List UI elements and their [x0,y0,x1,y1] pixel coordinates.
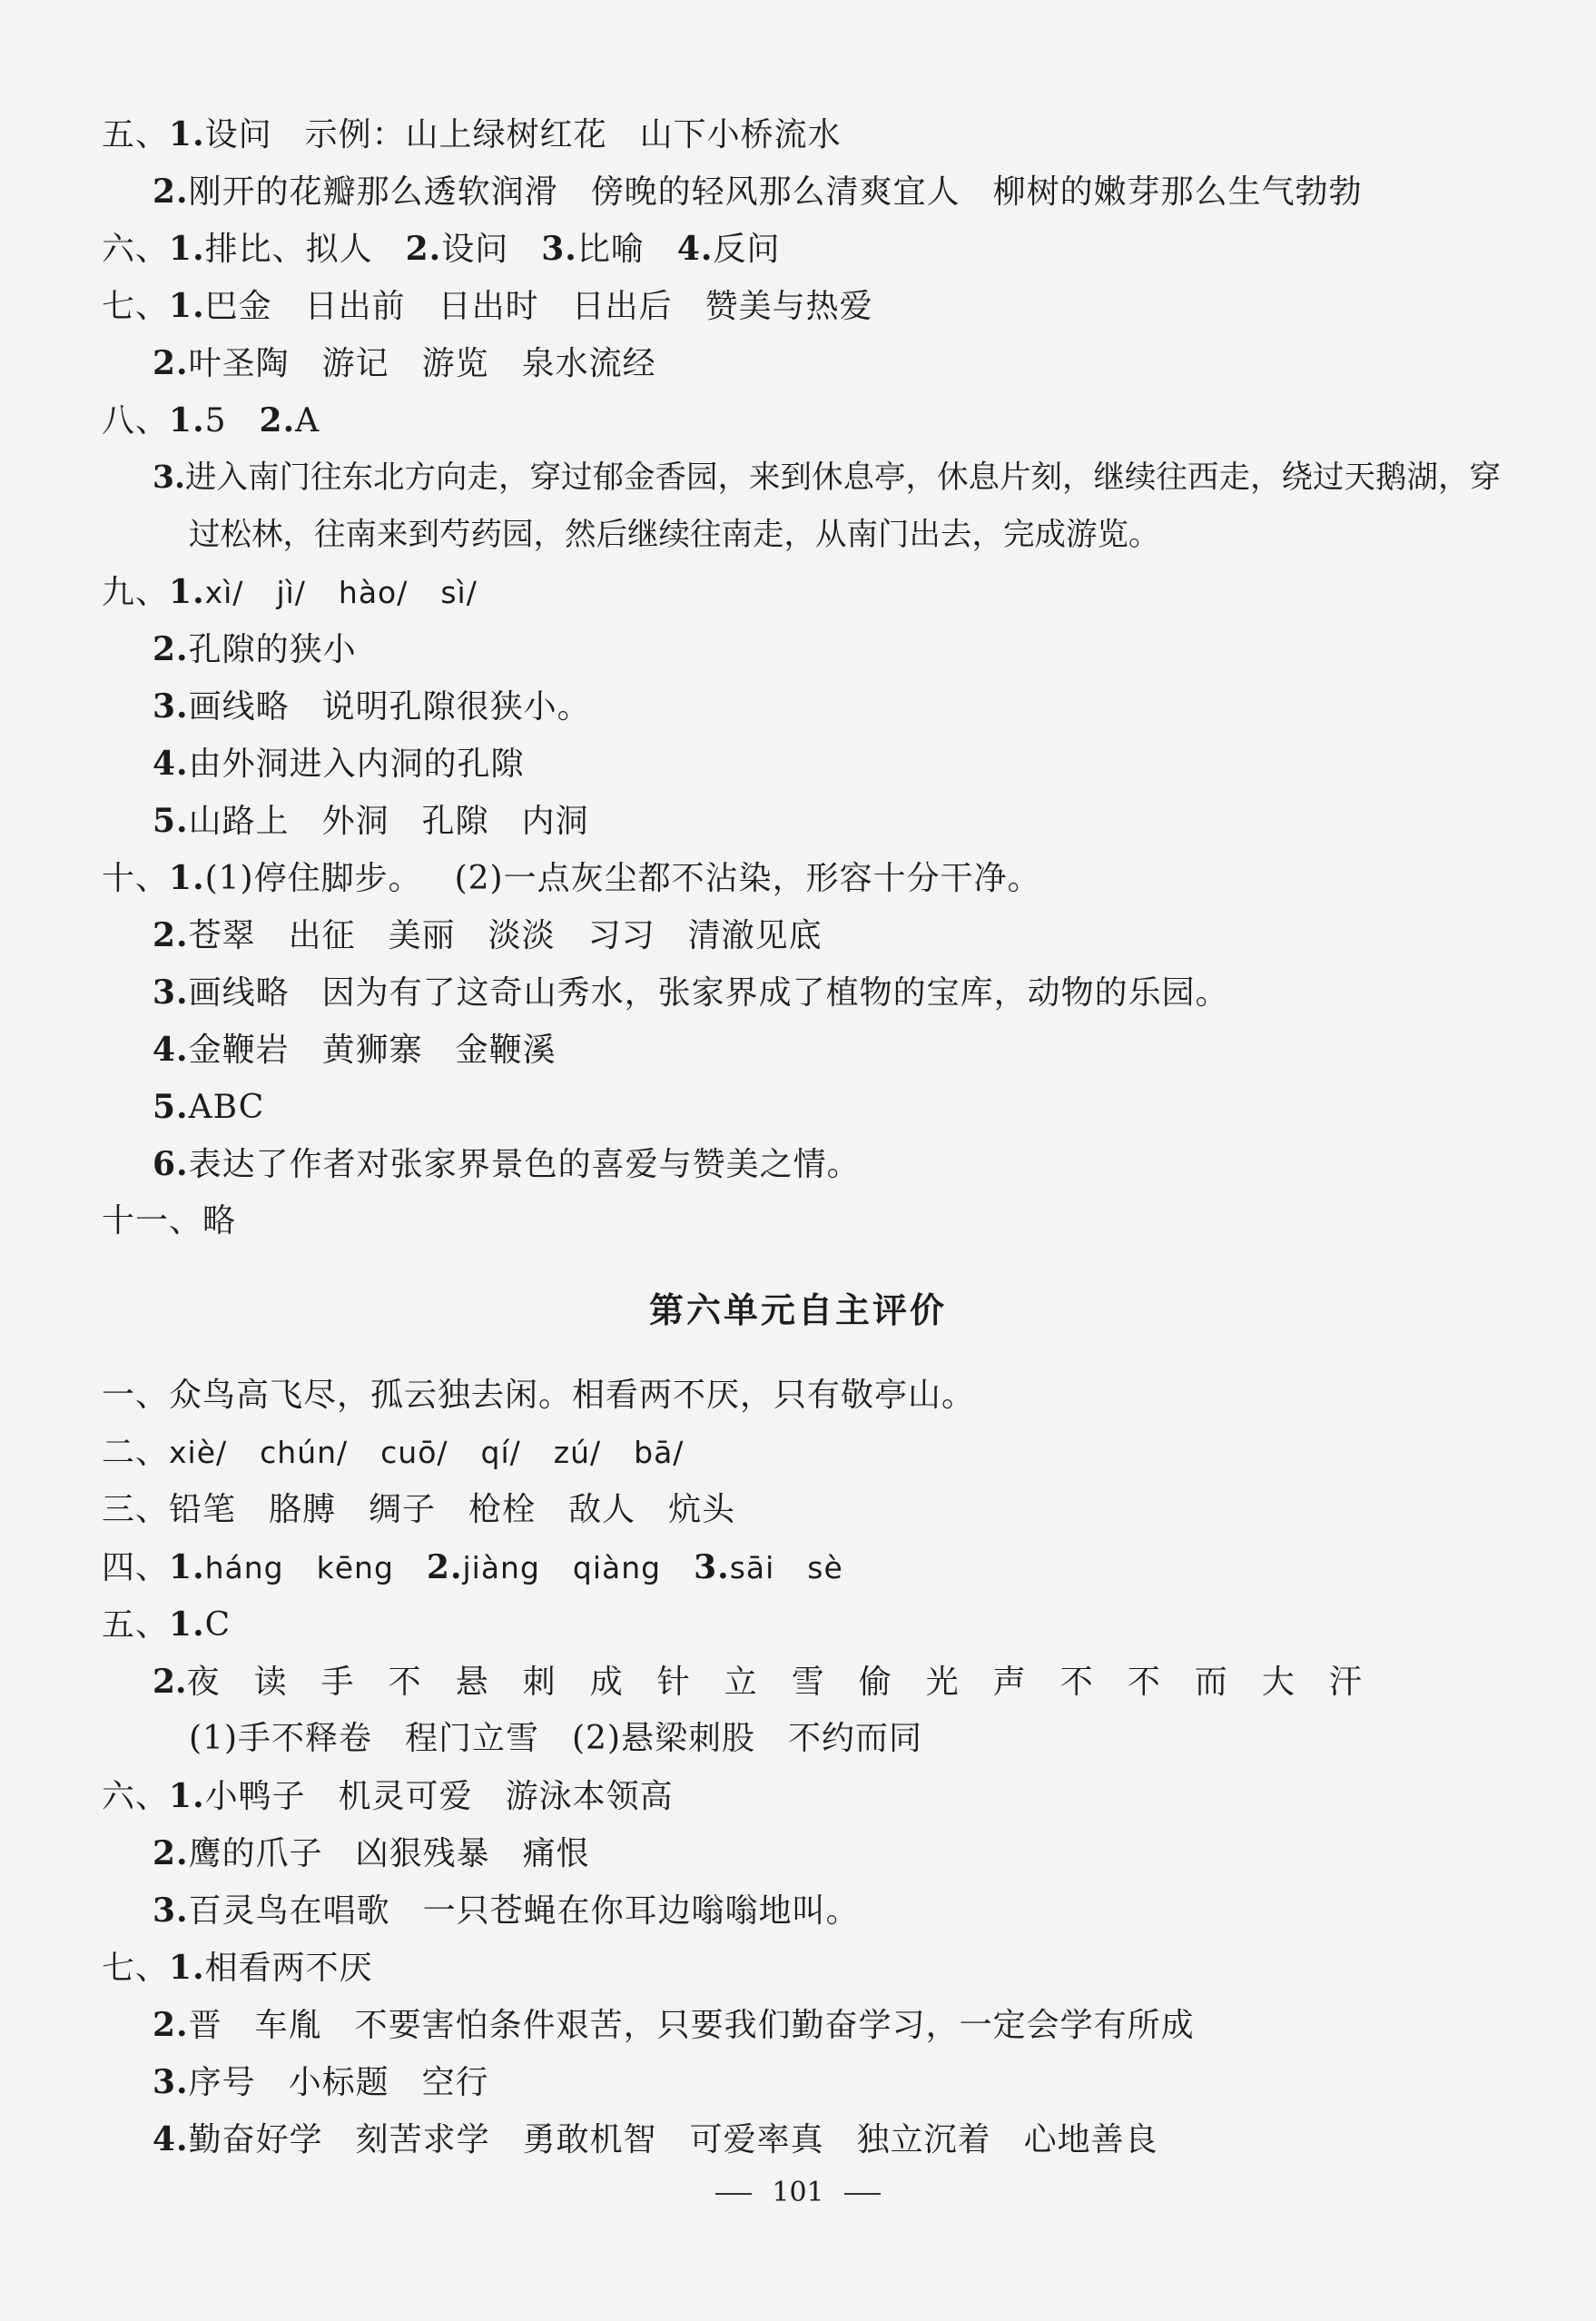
char-cell: 声 [992,1664,1026,1701]
unit-q5-line2 [153,1662,1362,1703]
item-number: 2. [259,401,296,440]
answer-text: 序号 [188,2064,256,2101]
sec5-line2 [153,172,1363,212]
sec8-line1 [102,400,320,441]
answer-text: 绸子 [369,1491,437,1528]
answer-text: 众鸟高飞尽，孤云独去闲。相看两不厌，只有敬亭山。 [169,1377,976,1414]
section-number: 四、 [102,1549,170,1586]
item-number: 2. [153,344,189,382]
answer-text: 表达了作者对张家界景色的喜爱与赞美之情。 [188,1146,861,1183]
char-cell: 悬 [455,1664,488,1701]
item-number: 1. [169,1548,205,1586]
answer-text: 刚开的花瓣那么透软润滑 [188,173,558,211]
char-cell: 夜 [186,1664,220,1701]
answer-text: 金鞭岩 [188,1032,290,1069]
pinyin-text: bā/ [634,1435,685,1470]
char-cell: 立 [724,1664,757,1701]
page-number-dash-left [715,2193,752,2195]
answer-text: 日出时 [438,288,539,325]
answer-text: 小鸭子 [204,1778,306,1815]
answer-text: 日出前 [304,288,406,325]
answer-text: 叶圣陶 [188,345,290,382]
section-number: 五、 [102,116,170,153]
section-number: 一、 [102,1377,170,1414]
pinyin-text: hào/ [338,575,409,610]
answer-text: 不约而同 [788,1720,923,1757]
item-number: 6. [153,1145,189,1183]
answer-text: 相看两不厌 [204,1950,373,1987]
answer-text: (1)停住脚步。 [204,860,422,897]
answer-text: 孔隙的狭小 [188,631,357,668]
unit-q4-line [102,1547,843,1588]
answer-text: 敌人 [568,1491,636,1528]
answer-text: 晋 [188,2007,222,2044]
answer-text: 枪栓 [468,1491,537,1528]
answer-text: 设问 [204,116,272,153]
answer-text: C [204,1606,232,1644]
sec9-line4 [153,744,525,785]
sec9-line5 [153,801,589,842]
answer-text: 小标题 [288,2064,389,2101]
answer-text: 外洞 [321,803,389,840]
item-number: 2. [405,230,442,268]
pinyin-text: sè [807,1550,843,1585]
page-number-dash-right [844,2193,881,2195]
answer-text: 游览 [421,345,489,382]
answer-text: 孔隙 [421,803,489,840]
sec8-line3 [189,515,1160,555]
item-number: 4. [153,1031,189,1069]
answer-text: 心地善良 [1023,2121,1158,2158]
item-number: 1. [169,1777,205,1815]
section-number: 十一、 [102,1202,203,1240]
item-number: 1. [169,115,205,153]
answer-text: (1)手不释卷 [189,1720,372,1757]
item-number: 2. [426,1548,463,1586]
pinyin-text: kēng [316,1550,394,1585]
answer-text: 出征 [288,917,356,954]
answer-text: 苍翠 [188,917,256,954]
item-number: 3. [153,459,186,496]
unit-q6-line1 [102,1776,674,1817]
item-number: 3. [694,1548,730,1586]
answer-text: 独立沉着 [856,2121,991,2158]
answer-text: 说明孔隙很狭小。 [321,688,591,726]
unit-title: 第六单元自主评价 [648,1290,947,1330]
sec10-line6 [153,1144,861,1185]
char-cell: 大 [1261,1664,1295,1701]
answer-text: 黄狮寨 [321,1032,423,1069]
section-number: 六、 [102,1778,170,1815]
item-number: 2. [153,630,189,668]
section-number: 十、 [102,860,170,897]
char-cell: 偷 [858,1664,892,1701]
sec9-line1 [102,572,478,613]
answer-text: 刻苦求学 [355,2121,490,2158]
item-number: 1. [169,1949,205,1987]
section-number: 五、 [102,1606,170,1644]
answer-text: (2)悬梁刺股 [572,1720,756,1757]
char-cell: 刺 [522,1664,556,1701]
answer-text: 百灵鸟在唱歌 [188,1892,390,1930]
answer-text: 痛恨 [522,1835,590,1872]
answer-text: 胳膊 [269,1491,337,1528]
answer-text: 一只苍蝇在你耳边嗡嗡地叫。 [422,1892,860,1930]
sec7-line1 [102,286,873,327]
pinyin-text: xiè/ [169,1435,228,1470]
item-number: 1. [169,230,205,268]
answer-text: 游泳本领高 [505,1778,674,1815]
item-number: 1. [169,401,205,440]
sec9-line3 [153,686,591,727]
answer-text: 日出后 [571,288,673,325]
answer-text: (2)一点灰尘都不沾染，形容十分干净。 [454,860,1041,897]
unit-q7-line2 [153,2005,1195,2046]
answer-text: 车胤 [254,2007,322,2044]
sec10-line4 [153,1030,557,1071]
section-number: 六、 [102,231,170,268]
answer-text: 游记 [321,345,389,382]
answer-text: 空行 [421,2064,489,2101]
answer-text: 由外洞进入内洞的孔隙 [188,746,525,783]
page-number [0,2175,1596,2211]
sec10-line2 [153,915,823,956]
char-cell: 成 [589,1664,623,1701]
section-number: 七、 [102,1950,170,1987]
page-number-text: 101 [772,2177,824,2208]
answer-text: 不要害怕条件艰苦，只要我们勤奋学习，一定会学有所成 [354,2007,1195,2044]
answer-text: 画线略 [188,974,290,1012]
answer-text: 5 [204,402,227,440]
item-number: 3. [153,2063,189,2101]
char-cell: 手 [320,1664,354,1701]
unit-q7-line1 [102,1948,373,1989]
item-number: 2. [153,916,189,954]
unit-q6-line2 [153,1833,590,1874]
answer-text: 内洞 [521,803,589,840]
sec11-line [102,1201,236,1241]
answer-text: 赞美与热爱 [704,288,873,325]
answer-text: 勇敢机智 [522,2121,657,2158]
item-number: 1. [169,287,205,325]
char-cell: 光 [925,1664,959,1701]
unit-q6-line3 [153,1891,860,1931]
item-number: 4. [676,230,714,268]
answer-text: 进入南门往东北方向走，穿过郁金香园，来到休息亭，休息片刻，继续往西走，绕过天鹅湖，穿 [185,459,1502,496]
unit-q7-line3 [153,2062,489,2103]
answer-text: 示例：山上绿树红花 [304,116,607,153]
answer-text: 清澈见底 [687,917,823,954]
item-number: 1. [169,573,205,611]
answer-text: 设问 [441,231,509,268]
answer-text: 淡淡 [488,917,556,954]
unit-q7-line4 [153,2119,1158,2160]
sec10-line1 [102,858,1041,899]
pinyin-text: cuō/ [380,1435,448,1470]
unit-q5-line3 [189,1719,922,1759]
char-cell: 汗 [1328,1664,1362,1701]
sec5-line1 [102,114,842,155]
pinyin-text: jì/ [276,575,306,610]
sec8-line2 [153,458,1501,498]
char-cell: 而 [1194,1664,1227,1701]
answer-text: 金鞭溪 [455,1032,557,1069]
section-number: 八、 [102,402,170,440]
item-number: 1. [169,1605,205,1644]
answer-text: 因为有了这奇山秀水，张家界成了植物的宝库，动物的乐园。 [321,974,1229,1012]
section-number: 三、 [102,1491,170,1528]
unit-q5-line1 [102,1605,231,1645]
answer-text: 过松林，往南来到芍药园，然后继续往南走，从南门出去，完成游览。 [189,517,1160,553]
item-number: 5. [153,802,189,840]
answer-text: 勤奋好学 [188,2121,323,2158]
sec10-line3 [153,973,1229,1013]
pinyin-text: sāi [729,1550,775,1585]
item-number: 3. [153,687,189,726]
pinyin-text: chún/ [260,1435,349,1470]
item-number: 2. [153,2006,189,2044]
item-number: 3. [541,230,577,268]
answer-text: 美丽 [388,917,456,954]
unit-q2-line [102,1433,684,1473]
char-cell: 雪 [791,1664,824,1701]
answer-text: 机灵可爱 [338,1778,473,1815]
answer-text: 习习 [587,917,655,954]
answer-text: 炕头 [668,1491,736,1528]
section-number: 七、 [102,288,170,325]
sec9-line2 [153,629,357,670]
answer-text: ABC [188,1089,265,1126]
item-number: 3. [153,1891,189,1930]
char-cell: 针 [656,1664,690,1701]
char-cell: 不 [388,1664,421,1701]
pinyin-text: jiàng [462,1550,540,1585]
pinyin-text: qiàng [572,1550,662,1585]
answer-text: 鹰的爪子 [188,1835,323,1872]
answer-text: 巴金 [204,288,272,325]
pinyin-text: sì/ [440,575,478,610]
answer-text: 画线略 [188,688,290,726]
answer-text: 排比、拟人 [204,231,373,268]
item-number: 5. [153,1088,189,1126]
char-cell: 读 [253,1664,287,1701]
pinyin-text: zú/ [553,1435,602,1470]
item-number: 2. [153,1663,187,1701]
answer-text: 山路上 [188,803,290,840]
char-cell: 不 [1059,1664,1093,1701]
item-number: 4. [153,2120,189,2158]
sec10-line5 [153,1087,264,1128]
item-number: 2. [153,1834,189,1872]
answer-text: 程门立雪 [405,1720,540,1757]
section-number: 二、 [102,1434,170,1471]
pinyin-text: qí/ [480,1435,521,1470]
answer-text: A [295,402,320,440]
char-cell: 不 [1127,1664,1160,1701]
pinyin-text: xì/ [204,575,244,610]
answer-text: 凶狠残暴 [355,1835,490,1872]
item-number: 4. [153,745,189,783]
answer-text: 反问 [713,231,781,268]
item-number: 1. [169,859,205,897]
pinyin-text: háng [204,1550,284,1585]
answer-text: 可爱率真 [689,2121,824,2158]
answer-text: 铅笔 [169,1491,237,1528]
sec6-line [102,229,780,270]
item-number: 2. [153,173,189,211]
answer-text: 傍晚的轻风那么清爽宜人 [590,173,961,211]
answer-text: 山下小桥流水 [639,116,842,153]
unit-q3-line [102,1490,735,1530]
answer-text: 泉水流经 [521,345,656,382]
sec7-line2 [153,343,656,384]
section-number: 九、 [102,574,170,611]
answer-text: 比喻 [576,231,645,268]
item-number: 3. [153,973,189,1012]
answer-text: 略 [202,1202,237,1240]
unit-q1-line [102,1376,975,1416]
answer-text: 柳树的嫩芽那么生气勃勃 [992,173,1363,211]
